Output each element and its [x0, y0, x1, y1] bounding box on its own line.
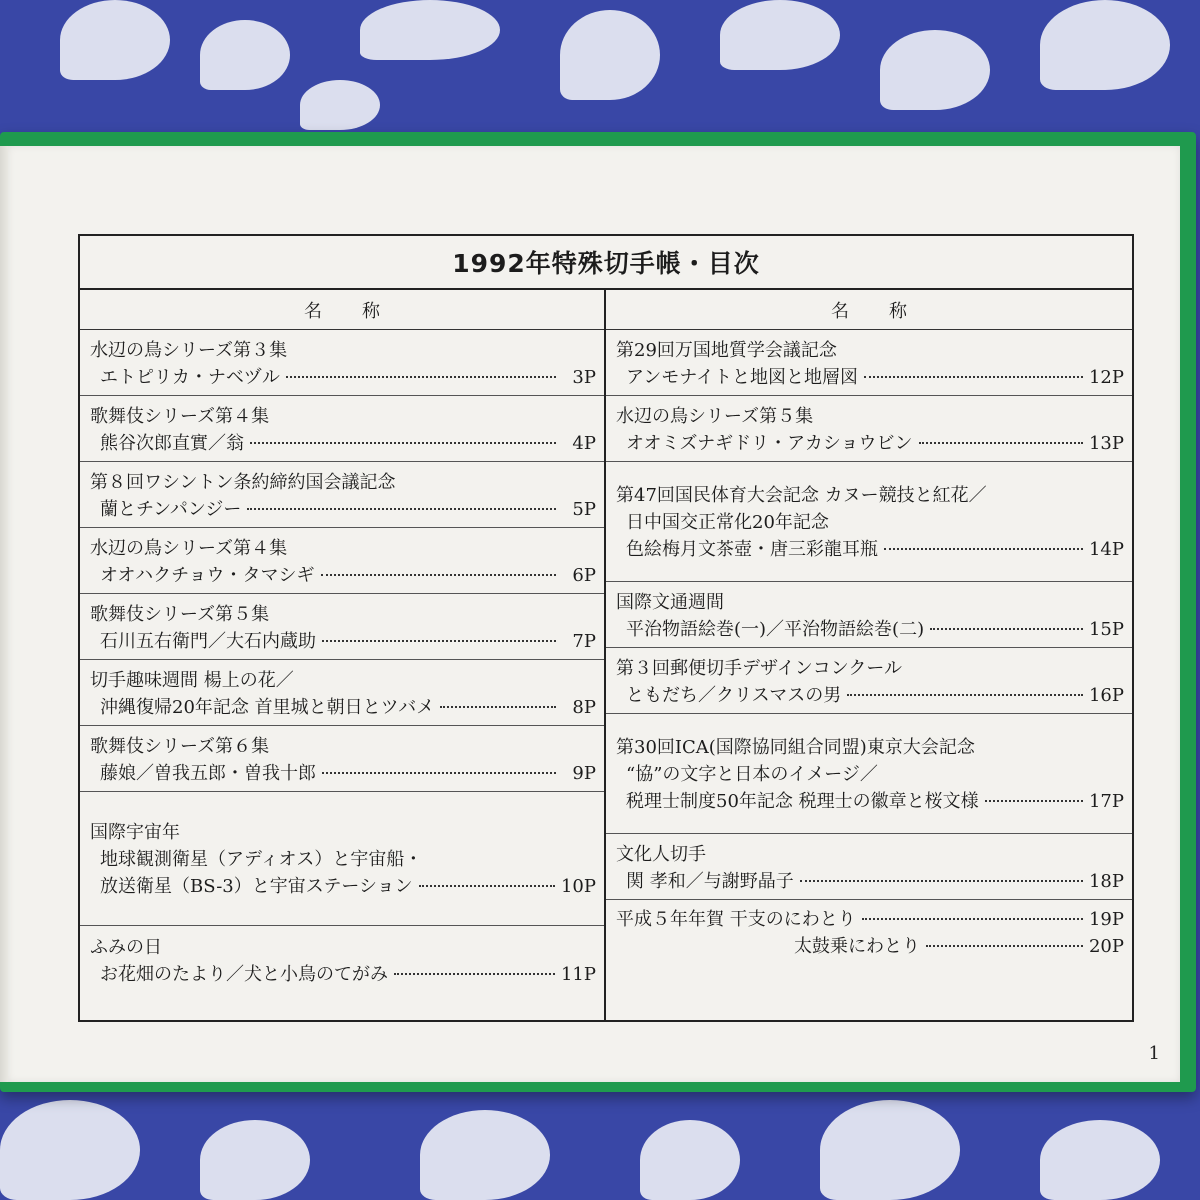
leader-dots: [440, 706, 556, 708]
contents-entry: [606, 396, 1132, 462]
entry-subtitle-line: [616, 788, 1124, 815]
entry-heading: 平成５年年賀 干支のにわとり: [616, 909, 856, 930]
leader-dots: [419, 885, 555, 887]
entry-heading-line: [90, 469, 596, 496]
entry-page-number: 4P: [572, 432, 596, 454]
entry-heading-line: [90, 601, 596, 628]
entry-heading-line: [616, 403, 1124, 430]
entry-subtitle-line: [90, 562, 596, 589]
contents-entry: [80, 462, 604, 528]
entry-heading-line: [616, 337, 1124, 364]
leader-dots: [884, 548, 1083, 550]
entry-subtitle: 蘭とチンパンジー: [100, 498, 242, 520]
entry-heading: ふみの日: [90, 937, 162, 958]
entry-subtitle-line: [616, 682, 1124, 709]
entry-heading-line: [616, 734, 1124, 761]
entry-subtitle: エトピリカ・ナベヅル: [100, 366, 280, 388]
entry-page-number: 15P: [1088, 618, 1124, 640]
entry-page-number: 6P: [572, 564, 596, 586]
entry-heading: 水辺の鳥シリーズ第４集: [90, 537, 288, 559]
contents-table: [78, 234, 1134, 1022]
leader-dots: [286, 376, 556, 378]
contents-entry: [80, 726, 604, 792]
entry-heading: 第３回郵便切手デザインコンクール: [616, 657, 903, 679]
entry-subtitle-line: [90, 961, 596, 988]
leader-dots: [800, 880, 1083, 882]
entry-subtitle: 石川五右衛門／大石内蔵助: [100, 630, 316, 652]
entry-heading: 文化人切手: [616, 843, 706, 865]
contents-title: 1992年特殊切手帳・目次: [80, 236, 1132, 290]
entry-heading: 第47回国民体育大会記念 カヌー競技と紅花／: [616, 485, 987, 506]
entry-page-number: 16P: [1088, 684, 1124, 706]
entry-subtitle: アンモナイトと地図と地層図: [626, 366, 859, 388]
entry-subtitle: オオハクチョウ・タマシギ: [100, 564, 315, 586]
entry-subtitle: 色絵梅月文茶壺・唐三彩龍耳瓶: [626, 539, 878, 560]
entry-subtitle-line: [90, 430, 596, 457]
entry-subtitle: お花畑のたより／犬と小鳥のてがみ: [100, 964, 388, 985]
contents-entry: [606, 648, 1132, 714]
contents-entry: [606, 462, 1132, 582]
entry-heading: 国際宇宙年: [90, 822, 180, 843]
entry-heading: 国際文通週間: [616, 591, 724, 613]
entry-subtitle-line: [90, 873, 596, 900]
contents-entry: [606, 714, 1132, 834]
contents-entry: [606, 900, 1132, 964]
leader-dots: [926, 945, 1083, 947]
entry-page-number: 19P: [1088, 909, 1124, 930]
entry-heading-line: [616, 655, 1124, 682]
entry-subtitle: オオミズナギドリ・アカショウビン: [626, 432, 913, 454]
entry-heading: 第30回ICA(国際協同組合同盟)東京大会記念: [616, 737, 975, 758]
contents-entry: [80, 660, 604, 726]
entry-heading: 歌舞伎シリーズ第４集: [90, 405, 270, 427]
entry-subtitle: 藤娘／曽我五郎・曽我十郎: [100, 762, 316, 784]
contents-entry: [606, 834, 1132, 900]
entry-heading-line: [616, 841, 1124, 868]
entry-heading-line: [90, 667, 596, 694]
entry-heading-line: [90, 819, 596, 846]
leader-dots: [930, 628, 1083, 630]
entry-subtitle-line: [616, 868, 1124, 895]
entry-heading-line: [616, 906, 1124, 933]
entry-heading: 第29回万国地質学会議記念: [616, 339, 837, 361]
entry-heading-line: [90, 535, 596, 562]
leader-dots: [862, 918, 1083, 920]
contents-entry: [80, 594, 604, 660]
entry-heading-line: [616, 482, 1124, 509]
leader-dots: [919, 442, 1083, 444]
entry-subtitle-line: [90, 628, 596, 655]
entry-heading-line: [90, 403, 596, 430]
entry-subtitle-line: [90, 364, 596, 391]
entry-subtitle-line: [616, 364, 1124, 391]
leader-dots: [394, 973, 555, 975]
contents-columns: [80, 290, 1132, 1022]
entry-heading: 水辺の鳥シリーズ第５集: [616, 405, 814, 427]
entry-subtitle-line: [616, 536, 1124, 563]
entry-heading-line: [90, 934, 596, 961]
entry-subtitle-line: [90, 760, 596, 787]
page-number: 1: [1148, 1043, 1160, 1064]
entry-page-number: 11P: [560, 964, 596, 985]
leader-dots: [321, 574, 556, 576]
left-column: [80, 290, 606, 1022]
entry-page-number: 10P: [560, 876, 596, 897]
leader-dots: [985, 800, 1083, 802]
entry-subtitle: 地球観測衛星（アディオス）と宇宙船・: [100, 849, 423, 870]
entry-subtitle-line: [90, 694, 596, 721]
entry-heading: 切手趣味週間 楊上の花／: [90, 669, 294, 691]
right-column: [606, 290, 1132, 1022]
entry-heading-line: [616, 589, 1124, 616]
entry-subtitle: 沖縄復帰20年記念 首里城と朝日とツバメ: [100, 696, 435, 718]
entry-page-number: 20P: [1088, 936, 1124, 957]
entry-subtitle: 関 孝和／与謝野晶子: [626, 870, 794, 892]
entry-page-number: 14P: [1088, 539, 1124, 560]
entry-page-number: 5P: [572, 498, 596, 520]
entry-subtitle: 日中国交正常化20年記念: [626, 512, 829, 533]
contents-entry: [80, 792, 604, 926]
entry-page-number: 3P: [572, 366, 596, 388]
entry-heading-line: [90, 337, 596, 364]
right-column-header: 名称: [606, 290, 1132, 330]
entry-subtitle: 平治物語絵巻(一)／平治物語絵巻(二): [626, 618, 925, 640]
entry-subtitle-line: [90, 846, 596, 873]
entry-heading-line: [90, 733, 596, 760]
entry-subtitle: 放送衛星（BS-3）と宇宙ステーション: [100, 876, 413, 897]
leader-dots: [322, 772, 556, 774]
leader-dots: [864, 376, 1083, 378]
contents-entry: [606, 330, 1132, 396]
contents-entry: [80, 926, 604, 994]
entry-subtitle-line: [616, 616, 1124, 643]
entry-page-number: 9P: [572, 762, 596, 784]
entry-heading: 第８回ワシントン条約締約国会議記念: [90, 471, 396, 493]
contents-entry: [80, 396, 604, 462]
entry-page-number: 18P: [1088, 870, 1124, 892]
entry-subtitle-line: [616, 509, 1124, 536]
entry-subtitle: 税理士制度50年記念 税理士の徽章と桜文様: [626, 791, 979, 812]
entry-subtitle-line: [616, 430, 1124, 457]
entry-heading: 水辺の鳥シリーズ第３集: [90, 339, 288, 361]
leader-dots: [250, 442, 556, 444]
left-column-header: 名称: [80, 290, 604, 330]
entry-subtitle: 熊谷次郎直實／翁: [100, 432, 244, 454]
entry-page-number: 7P: [572, 630, 596, 652]
contents-entry: [80, 330, 604, 396]
contents-entry: [80, 528, 604, 594]
entry-page-number: 17P: [1088, 791, 1124, 812]
leader-dots: [247, 508, 556, 510]
entry-heading: 歌舞伎シリーズ第６集: [90, 735, 270, 757]
entry-subtitle: ともだち／クリスマスの男: [626, 684, 842, 706]
leader-dots: [322, 640, 556, 642]
entry-subtitle: 太鼓乗にわとり: [794, 936, 920, 957]
entry-subtitle-line: [616, 761, 1124, 788]
entry-page-number: 13P: [1088, 432, 1124, 454]
entry-subtitle-line: [90, 496, 596, 523]
leader-dots: [847, 694, 1083, 696]
entry-subtitle: “協”の文字と日本のイメージ／: [626, 764, 878, 785]
entry-page-number: 8P: [572, 696, 596, 718]
entry-heading: 歌舞伎シリーズ第５集: [90, 603, 270, 625]
entry-subtitle-line: [616, 933, 1124, 960]
entry-page-number: 12P: [1088, 366, 1124, 388]
contents-entry: [606, 582, 1132, 648]
album-page: [8, 146, 1180, 1082]
